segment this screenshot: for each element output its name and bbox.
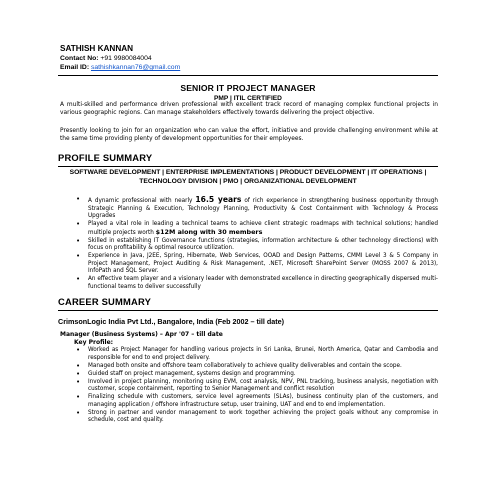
career-bullets (76, 347, 438, 425)
list-item: • Strong in partner and vendor management to work together achieving the project goals without any compromise in schedule, cost and quality. (76, 410, 438, 425)
role-title: Manager (Business Systems) – Apr '07 – till date (60, 331, 223, 338)
list-item: • Managed both onsite and offshore team collaboratively to achieve quality deliverables and contain the scope. (76, 363, 438, 371)
company-name: CrimsonLogic India Pvt Ltd., Bangalore, India (Feb 2002 – till date) (58, 317, 285, 326)
list-item: • Skilled in establishing IT Governance functions (strategies, information architecture & other technology directions) with focus on profitability & optimal resource utilization. (76, 238, 438, 253)
certifications: PMP | ITIL CERTIFIED (214, 95, 282, 102)
email-label: Email ID: (60, 64, 90, 71)
contact-line (60, 55, 152, 62)
career-divider (58, 310, 438, 311)
career-summary-heading: CAREER SUMMARY (58, 296, 152, 307)
email-link[interactable]: sathishkannan76@gmail.com (90, 64, 181, 71)
header-divider (58, 75, 438, 76)
candidate-name: SATHISH KANNAN (60, 44, 134, 53)
list-item: • Played a vital role in leading a technical teams to achieve client strategic roadmaps with technical solutions; handled multiple projects worth $12M along with 30 members (76, 221, 438, 237)
objective-paragraph: Presently looking to join for an organization who can value the effort, initiative and provide challenging environment while at the same time providing plenty of development opportunities for their employees. (60, 128, 438, 142)
list-item: • Finalizing schedule with customers, service level agreements (SLAs), business continuity plan of the customers, and managing application / offshore infrastructure setup, user training, UAT and end to end implementation. (76, 394, 438, 409)
job-title: SENIOR IT PROJECT MANAGER (180, 83, 316, 93)
profile-bullets (76, 196, 438, 292)
email-line (60, 64, 180, 71)
key-profile-label: Key Profile: (74, 339, 114, 346)
list-item: • Guided staff on project management, systems design and programming. (76, 371, 438, 379)
domain-list: SOFTWARE DEVELOPMENT | ENTERPRISE IMPLEMENTATIONS | PRODUCT DEVELOPMENT | IT OPERATIONS | TECHNOLOGY DIVISION | PMO | ORGANIZATIONAL DEVELOPMENT (69, 169, 427, 185)
list-item: • A dynamic professional with nearly 16.5 years of rich experience in strengthening business opportunity through Strategic Planning & Execution, Technology Planning, Productivity & Cost Containment with Technology & Process Upgrades (76, 196, 438, 221)
intro-paragraph: A multi-skilled and performance driven professional with excellent track record of managing complex functional projects in various geographic regions. Can manage stakeholders effectively towards delivering the project objective. (60, 102, 438, 116)
list-item: • Involved in project planning, monitoring using EVM, cost analysis, NPV, PNL tracking, business analysis, negotiation with customer, scope containment, reporting to Senior Management and conflict resolution (76, 379, 438, 394)
list-item: • Worked as Project Manager for handling various projects in Sri Lanka, Brunei, North America, Qatar and Cambodia and responsible for end to end project delivery. (76, 347, 438, 362)
profile-divider (58, 166, 438, 167)
list-item: • An effective team player and a visionary leader with demonstrated excellence in directing geographically dispersed multi-functional teams to deliver successfully (76, 276, 438, 291)
contact-label: Contact No: (60, 55, 99, 62)
list-item: • Experience in Java, J2EE, Spring, Hibernate, Web Services, OOAD and Design Patterns, CMMI Level 3 & 5 Company in Project Management, Project Auditing & Risk Management, .NET, Microsoft SharePoint Server (MOSS 2007 & 2013), InfoPath and SQL Server. (76, 253, 438, 276)
profile-summary-heading: PROFILE SUMMARY (58, 152, 153, 163)
contact-value: +91 9980084004 (100, 55, 152, 62)
